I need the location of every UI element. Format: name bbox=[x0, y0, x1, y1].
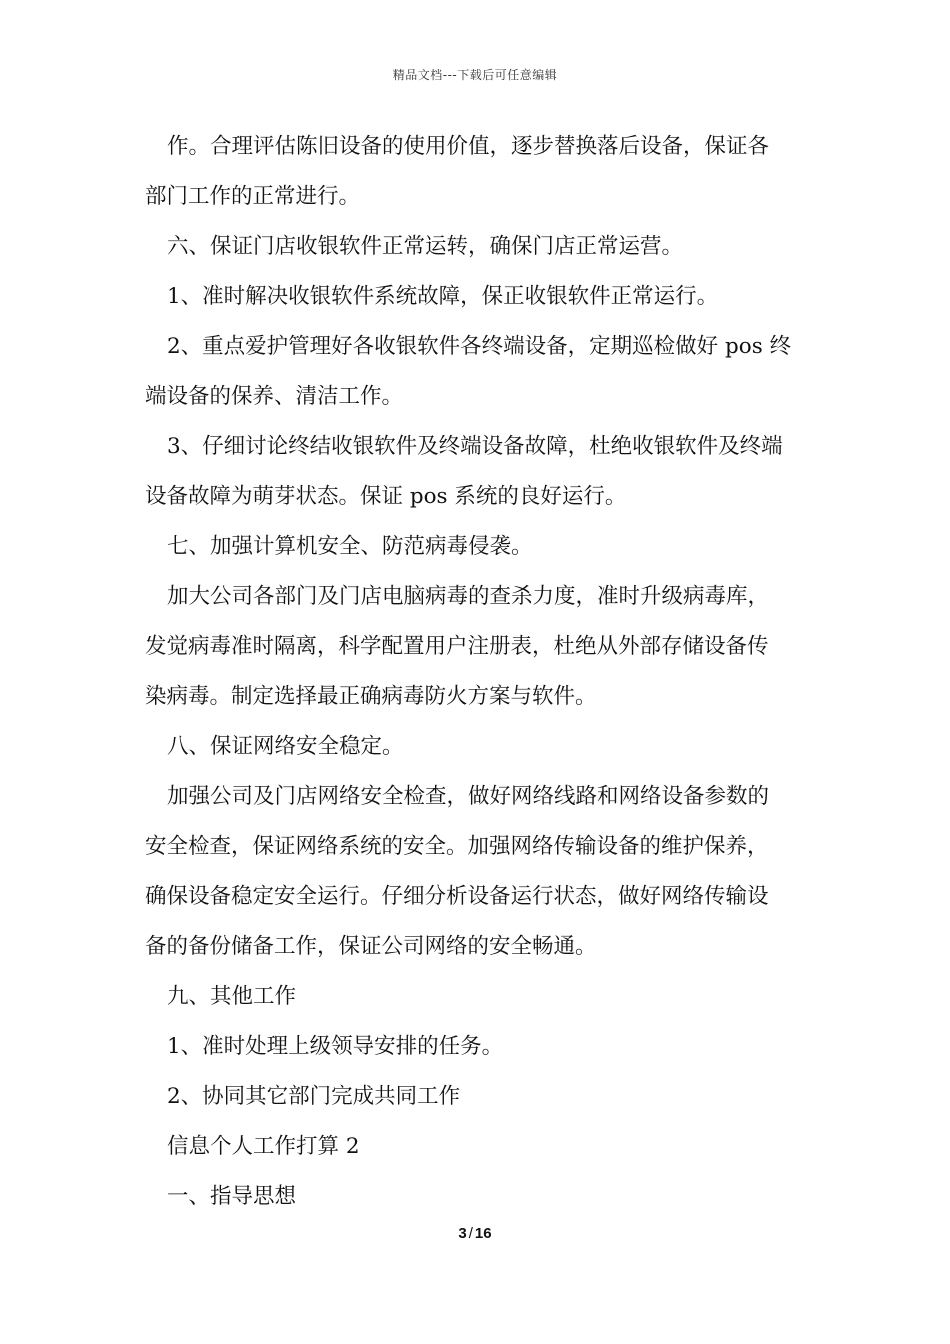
section-heading: 一、指导思想 bbox=[167, 1184, 297, 1209]
section-heading: 九、其他工作 bbox=[167, 984, 297, 1009]
current-page: 3 bbox=[458, 1225, 467, 1242]
paragraph-line: 作。合理评估陈旧设备的使用价值，逐步替换落后设备，保证各 bbox=[167, 134, 770, 159]
total-pages: 16 bbox=[474, 1225, 492, 1242]
list-item: 2、重点爱护管理好各收银软件各终端设备，定期巡检做好 pos 终 bbox=[167, 334, 792, 359]
paragraph-line: 加大公司各部门及门店电脑病毒的查杀力度，准时升级病毒库， bbox=[167, 584, 770, 609]
document-title: 信息个人工作打算 2 bbox=[167, 1134, 360, 1159]
page-separator: / bbox=[468, 1225, 473, 1242]
paragraph-line: 发觉病毒准时隔离，科学配置用户注册表，杜绝从外部存储设备传 bbox=[145, 634, 769, 659]
paragraph-line: 加强公司及门店网络安全检查，做好网络线路和网络设备参数的 bbox=[167, 784, 770, 809]
paragraph-line: 设备故障为萌芽状态。保证 pos 系统的良好运行。 bbox=[145, 484, 627, 509]
list-item: 2、协同其它部门完成共同工作 bbox=[167, 1084, 461, 1109]
section-heading: 八、保证网络安全稳定。 bbox=[167, 734, 404, 759]
section-heading: 六、保证门店收银软件正常运转，确保门店正常运营。 bbox=[167, 234, 684, 259]
paragraph-line: 备的备份储备工作，保证公司网络的安全畅通。 bbox=[145, 934, 597, 959]
list-item: 1、准时处理上级领导安排的任务。 bbox=[167, 1034, 504, 1059]
list-item: 3、仔细讨论终结收银软件及终端设备故障，杜绝收银软件及终端 bbox=[167, 434, 783, 459]
page-number bbox=[0, 1225, 950, 1242]
page-header: 精品文档---下载后可任意编辑 bbox=[392, 68, 558, 82]
list-item: 1、准时解决收银软件系统故障，保正收银软件正常运行。 bbox=[167, 284, 719, 309]
paragraph-line: 确保设备稳定安全运行。仔细分析设备运行状态，做好网络传输设 bbox=[145, 884, 769, 909]
paragraph-line: 安全检查，保证网络系统的安全。加强网络传输设备的维护保养， bbox=[145, 834, 769, 859]
paragraph-line: 染病毒。制定选择最正确病毒防火方案与软件。 bbox=[145, 684, 597, 709]
paragraph-line: 部门工作的正常进行。 bbox=[145, 184, 361, 209]
section-heading: 七、加强计算机安全、防范病毒侵袭。 bbox=[167, 534, 533, 559]
paragraph-line: 端设备的保养、清洁工作。 bbox=[145, 384, 404, 409]
document-body bbox=[145, 129, 809, 1229]
